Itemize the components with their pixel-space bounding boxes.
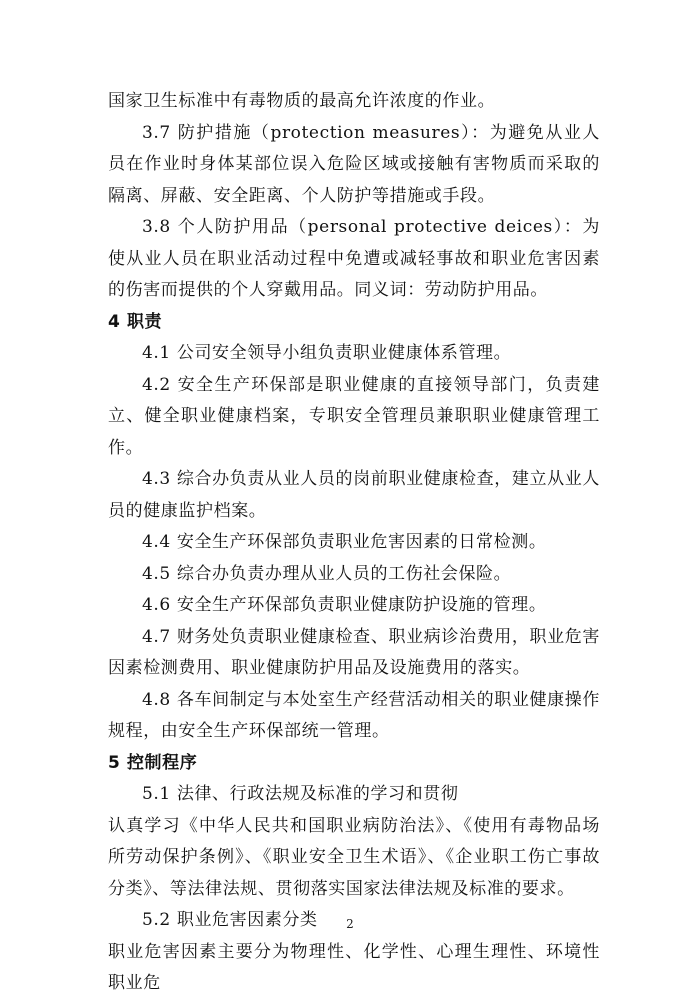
paragraph: 5.1 法律、行政法规及标准的学习和贯彻 <box>142 784 459 804</box>
paragraph: 4.8 各车间制定与本处室生产经营活动相关的职业健康操作规程，由安全生产环保部统一管理。 <box>108 689 600 741</box>
paragraph: 4.5 综合办负责办理从业人员的工伤社会保险。 <box>142 563 512 584</box>
paragraph: 4.6 安全生产环保部负责职业健康防护设施的管理。 <box>142 595 547 615</box>
paragraph: 3.8 个人防护用品（personal protective deices）：为使从业人员在职业活动过程中免遭或减轻事故和职业危害因素的伤害而提供的个人穿戴用品。同义词：劳动防护用品。 <box>108 217 600 300</box>
paragraph: 5.2 职业危害因素分类 <box>142 910 318 930</box>
paragraph: 国家卫生标准中有毒物质的最高允许浓度的作业。 <box>108 91 496 111</box>
paragraph: 4.4 安全生产环保部负责职业危害因素的日常检测。 <box>142 532 547 552</box>
section-heading: 5 控制程序 <box>108 752 198 773</box>
section-heading: 4 职责 <box>108 311 163 332</box>
document-body <box>108 86 600 1000</box>
paragraph: 4.7 财务处负责职业健康检查、职业病诊治费用，职业危害因素检测费用、职业健康防护用品及设施费用的落实。 <box>108 626 600 678</box>
paragraph: 职业危害因素主要分为物理性、化学性、心理生理性、环境性职业危 <box>108 941 600 993</box>
paragraph: 认真学习《中华人民共和国职业病防治法》、《使用有毒物品场所劳动保护条例》、《职业安全卫生术语》、《企业职工伤亡事故分类》、等法律法规、贯彻落实国家法律法规及标准的要求。 <box>108 815 600 899</box>
page-number: 2 <box>346 917 354 931</box>
paragraph: 4.3 综合办负责从业人员的岗前职业健康检查，建立从业人员的健康监护档案。 <box>108 469 600 521</box>
paragraph: 3.7 防护措施（protection measures）：为避免从业人员在作业时身体某部位误入危险区域或接触有害物质而采取的隔离、屏蔽、安全距离、个人防护等措施或手段。 <box>108 122 600 206</box>
paragraph: 4.2 安全生产环保部是职业健康的直接领导部门，负责建立、健全职业健康档案，专职安全管理员兼职职业健康管理工作。 <box>108 374 600 458</box>
paragraph: 4.1 公司安全领导小组负责职业健康体系管理。 <box>142 343 512 363</box>
